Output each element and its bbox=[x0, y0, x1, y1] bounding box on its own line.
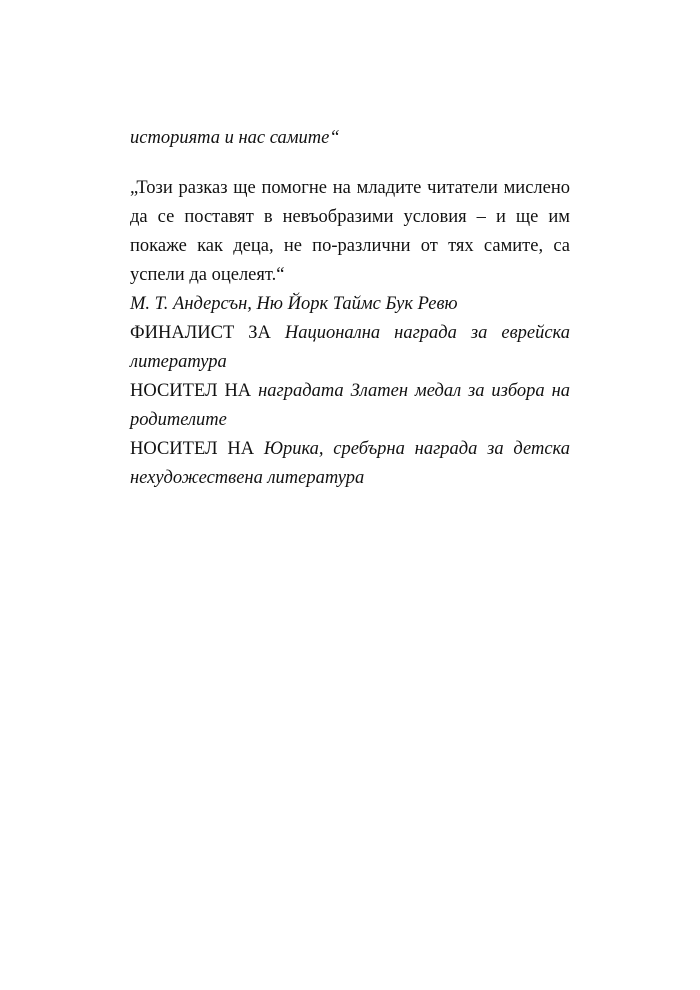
award-line bbox=[130, 319, 570, 377]
award-line bbox=[130, 377, 570, 435]
award-prefix: НОСИТЕЛ НА bbox=[130, 439, 255, 459]
award-prefix: ФИНАЛИСТ ЗА bbox=[130, 323, 271, 343]
award-line bbox=[130, 435, 570, 493]
quote-fragment: историята и нас самите“ bbox=[130, 128, 340, 148]
award-prefix: НОСИТЕЛ НА bbox=[130, 381, 252, 401]
award-name: Национална награда за еврейска литература bbox=[130, 323, 570, 372]
award-name: наградата Златен медал за избора на родителите bbox=[130, 381, 570, 430]
review-quote: „Този разказ ще помогне на младите читатели мислено да се поставят в невъобразими условия – и ще им покаже как деца, не по-различни от тях самите, са успели да оцелеят.“ bbox=[130, 178, 570, 285]
review-source: М. Т. Андерсън, Ню Йорк Таймс Бук Ревю bbox=[130, 294, 458, 314]
review-block bbox=[130, 174, 570, 493]
quote-fragment-block bbox=[130, 124, 570, 153]
award-name: Юрика, сребърна награда за детска нехудожествена литература bbox=[130, 439, 570, 488]
